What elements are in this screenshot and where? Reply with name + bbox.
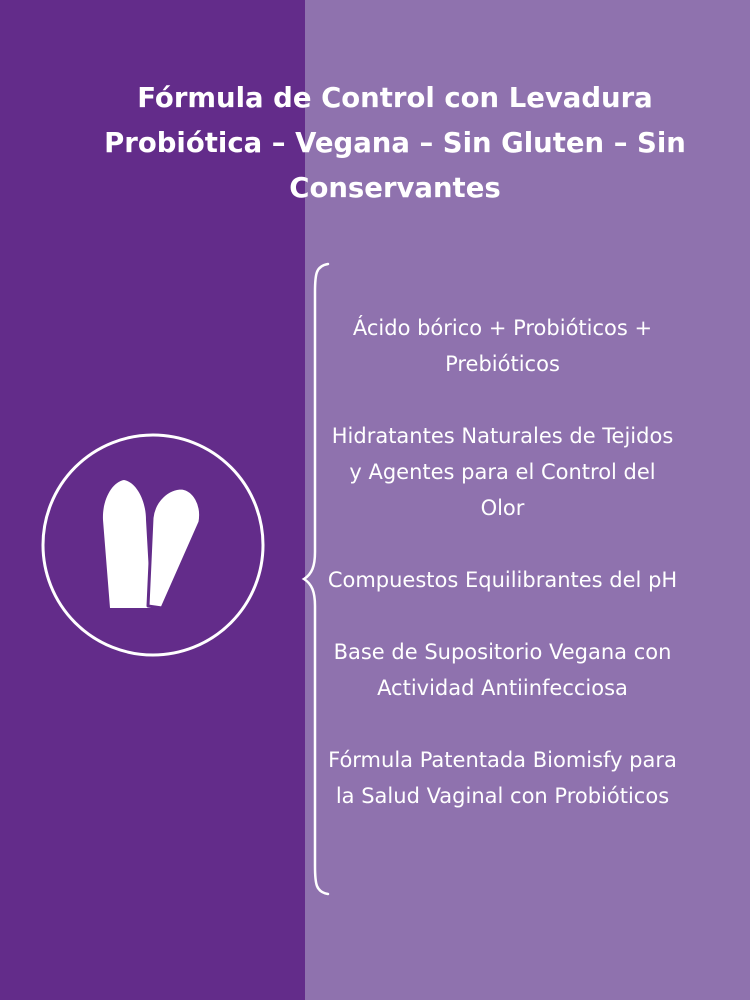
feature-item: Compuestos Equilibrantes del pH — [327, 568, 678, 592]
feature-item: Ácido bórico + Probióticos + Prebióticos — [352, 316, 653, 376]
features-list — [325, 310, 680, 814]
feature-item: Base de Supositorio Vegana con Actividad Antiinfecciosa — [333, 640, 672, 700]
feature-item: Fórmula Patentada Biomisfy para la Salud Vaginal con Probióticos — [328, 748, 677, 808]
suppository-icon — [40, 432, 266, 658]
feature-item: Hidratantes Naturales de Tejidos y Agentes para el Control del Olor — [331, 424, 674, 520]
page-title: Fórmula de Control con Levadura Probiótica – Vegana – Sin Gluten – Sin Conservantes — [104, 82, 686, 204]
